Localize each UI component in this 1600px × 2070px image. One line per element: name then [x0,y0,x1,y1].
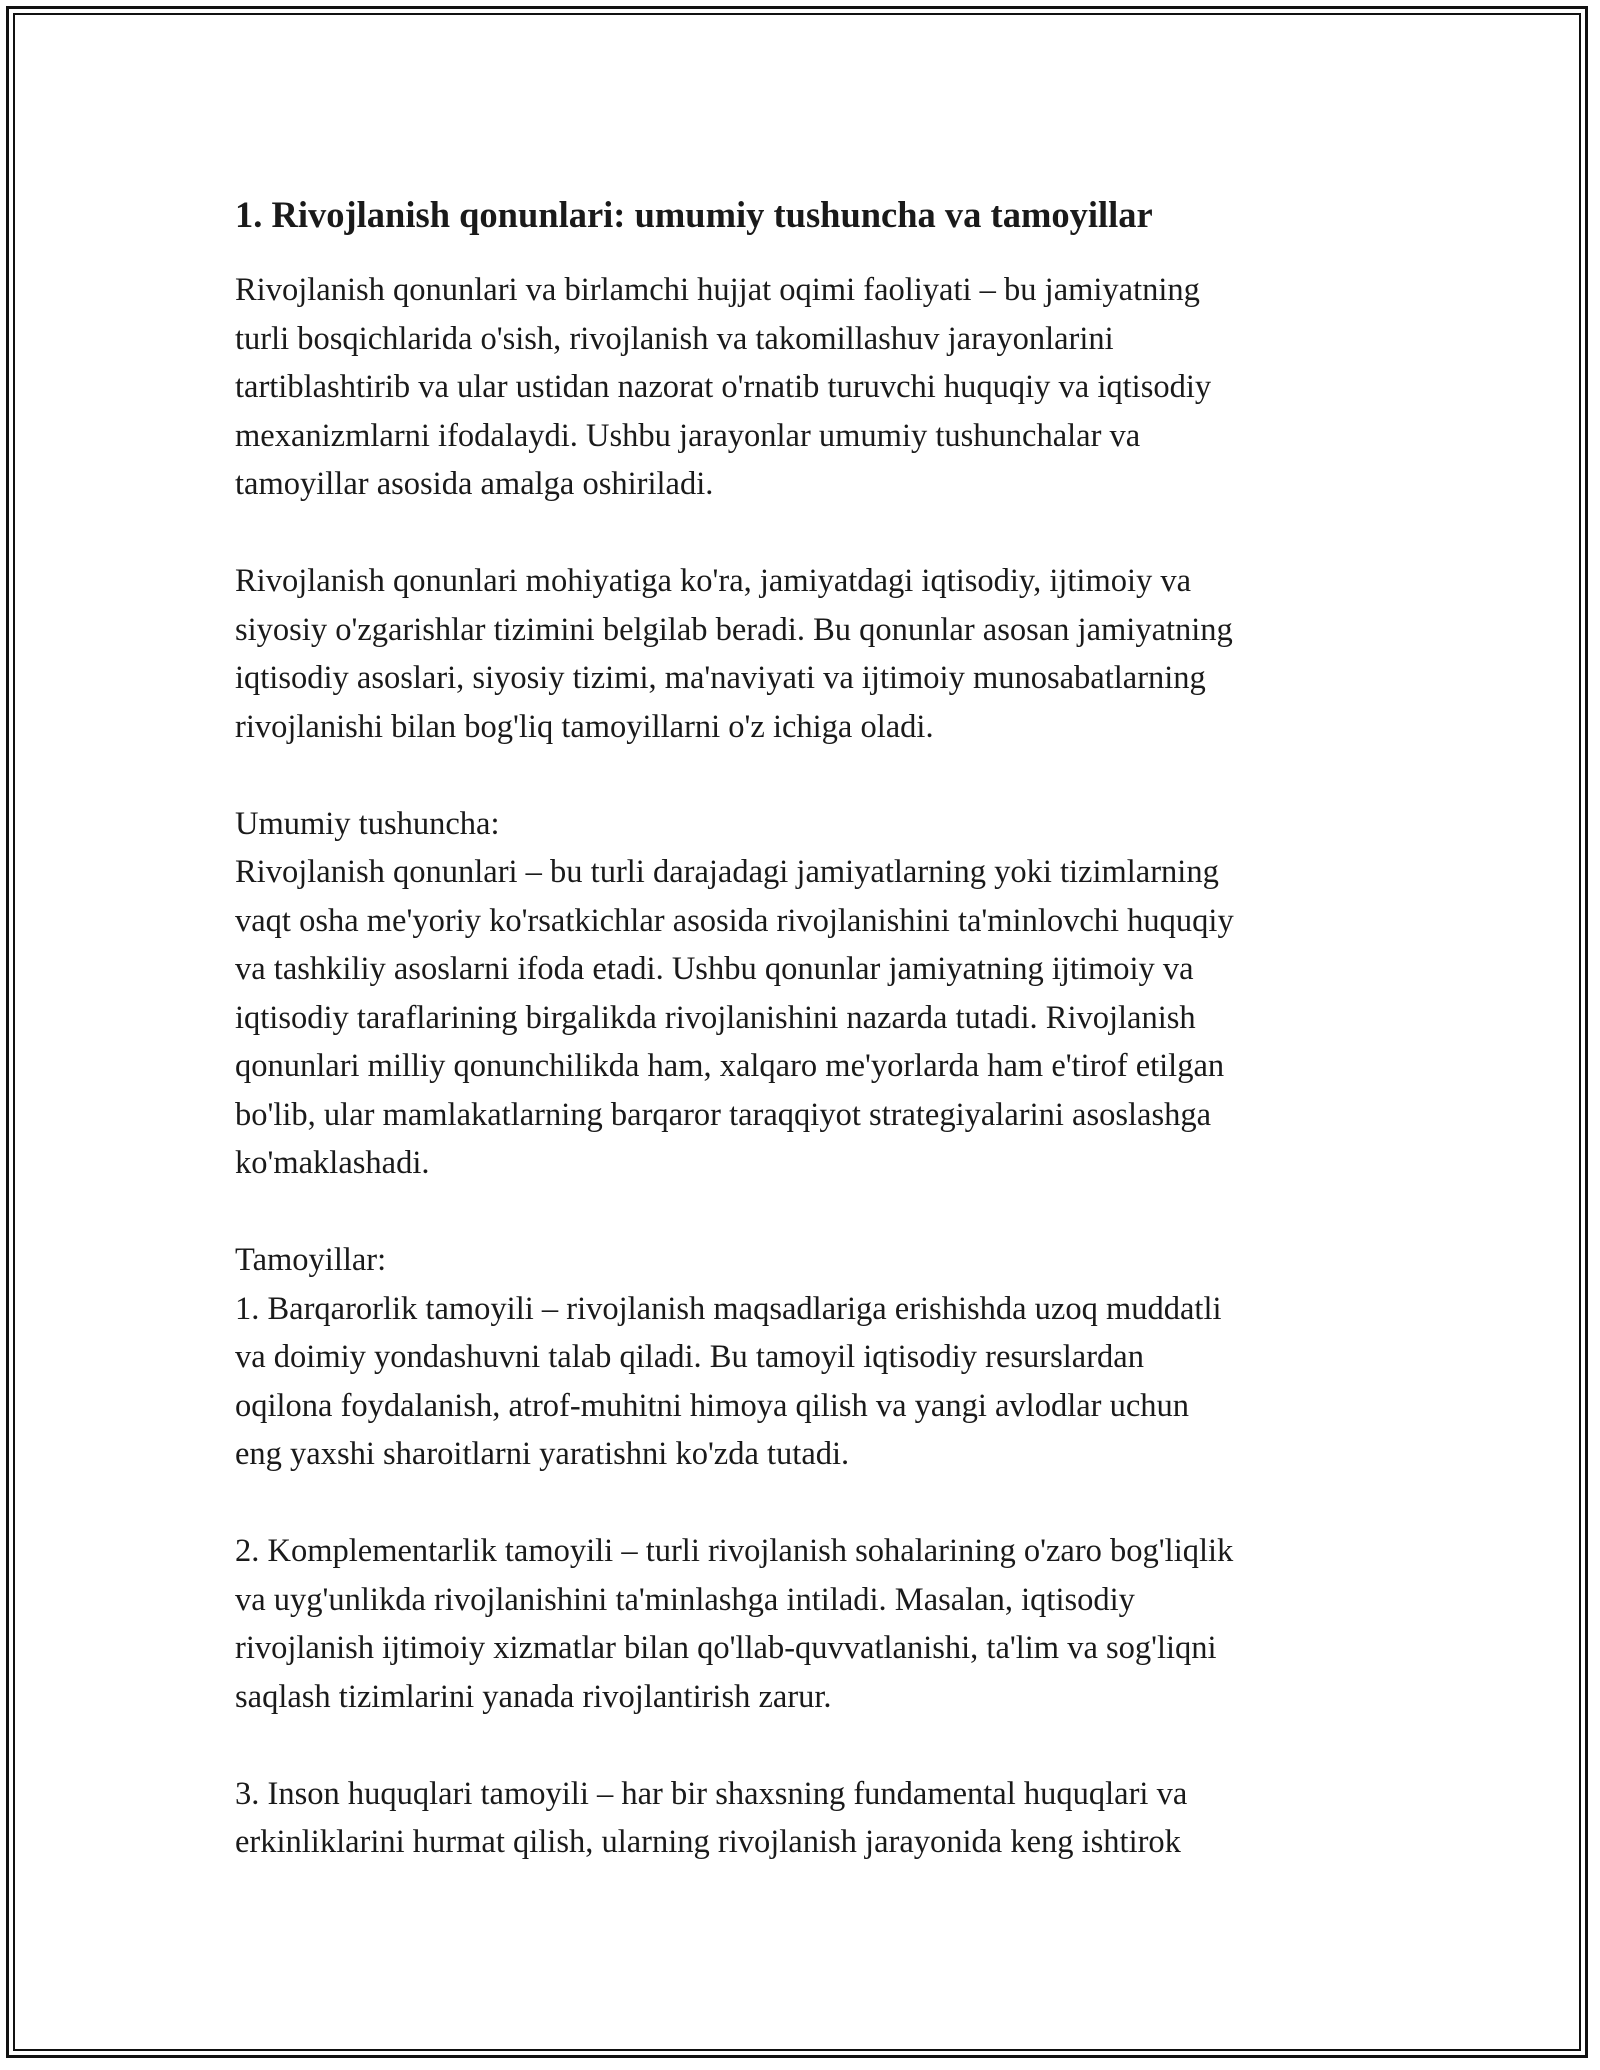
text-line: tamoyillar asosida amalga oshiriladi. [235,466,714,502]
text-line: qonunlari milliy qonunchilikda ham, xalqaro me'yorlarda ham e'tirof etilgan [235,1048,1225,1084]
text-line: oqilona foydalanish, atrof-muhitni himoya qilish va yangi avlodlar uchun [235,1387,1190,1424]
document-page [235,186,1375,1915]
text-line: Rivojlanish qonunlari mohiyatiga ko'ra, jamiyatdagi iqtisodiy, ijtimoiy va [235,563,1192,599]
paragraph-general-concept [235,800,1375,1188]
paragraph-essence [235,557,1375,751]
text-line: eng yaxshi sharoitlarni yaratishni ko'zda tutadi. [235,1436,850,1472]
paragraph-intro [235,266,1375,509]
text-line: saqlash tizimlarini yanada rivojlantirish zarur. [235,1678,832,1715]
text-line: Rivojlanish qonunlari va birlamchi hujjat oqimi faoliyati – bu jamiyatning [235,272,1200,308]
text-line: vaqt osha me'yoriy ko'rsatkichlar asosida rivojlanishini ta'minlovchi huquqiy [235,902,1234,939]
text-line: 2. Komplementarlik tamoyili – turli rivojlanish sohalarining o'zaro bog'liqlik [235,1533,1234,1569]
text-line: erkinliklarini hurmat qilish, ularning rivojlanish jarayonida keng ishtirok [235,1824,1181,1860]
text-line: rivojlanish ijtimoiy xizmatlar bilan qo'llab-quvvatlanishi, ta'lim va sog'liqni [235,1630,1217,1666]
paragraph-principle-2 [235,1527,1375,1721]
text-line: turli bosqichlarida o'sish, rivojlanish va takomillashuv jarayonlarini [235,320,1114,357]
text-line: iqtisodiy asoslari, siyosiy tizimi, ma'naviyati va ijtimoiy munosabatlarning [235,660,1206,696]
paragraph-principles-1 [235,1236,1375,1479]
text-line: ko'maklashadi. [235,1145,430,1181]
text-line: va tashkiliy asoslarni ifoda etadi. Ushbu qonunlar jamiyatning ijtimoiy va [235,951,1194,987]
text-line: mexanizmlarni ifodalaydi. Ushbu jarayonlar umumiy tushunchalar va [235,417,1141,454]
text-line: 1. Barqarorlik tamoyili – rivojlanish maqsadlariga erishishda uzoq muddatli [235,1290,1222,1327]
text-line: Umumiy tushuncha: [235,805,500,842]
text-line: bo'lib, ular mamlakatlarning barqaror taraqqiyot strategiyalarini asoslashga [235,1096,1212,1133]
text-line: rivojlanishi bilan bog'liq tamoyillarni o'z ichiga oladi. [235,708,934,745]
text-line: tartiblashtirib va ular ustidan nazorat o'rnatib turuvchi huquqiy va iqtisodiy [235,369,1212,405]
paragraph-principle-3 [235,1770,1375,1867]
document-title: 1. Rivojlanish qonunlari: umumiy tushuncha va tamoyillar [235,194,1153,235]
text-line: va uyg'unlikda rivojlanishini ta'minlashga intiladi. Masalan, iqtisodiy [235,1581,1135,1618]
document-body [235,266,1375,1867]
text-line: iqtisodiy taraflarining birgalikda rivojlanishini nazarda tutadi. Rivojlanish [235,999,1196,1036]
text-line: 3. Inson huquqlari tamoyili – har bir shaxsning fundamental huquqlari va [235,1775,1188,1812]
text-line: Rivojlanish qonunlari – bu turli darajadagi jamiyatlarning yoki tizimlarning [235,854,1219,890]
text-line: Tamoyillar: [235,1242,387,1278]
text-line: siyosiy o'zgarishlar tizimini belgilab beradi. Bu qonunlar asosan jamiyatning [235,611,1233,648]
text-line: va doimiy yondashuvni talab qiladi. Bu tamoyil iqtisodiy resurslardan [235,1339,1144,1375]
